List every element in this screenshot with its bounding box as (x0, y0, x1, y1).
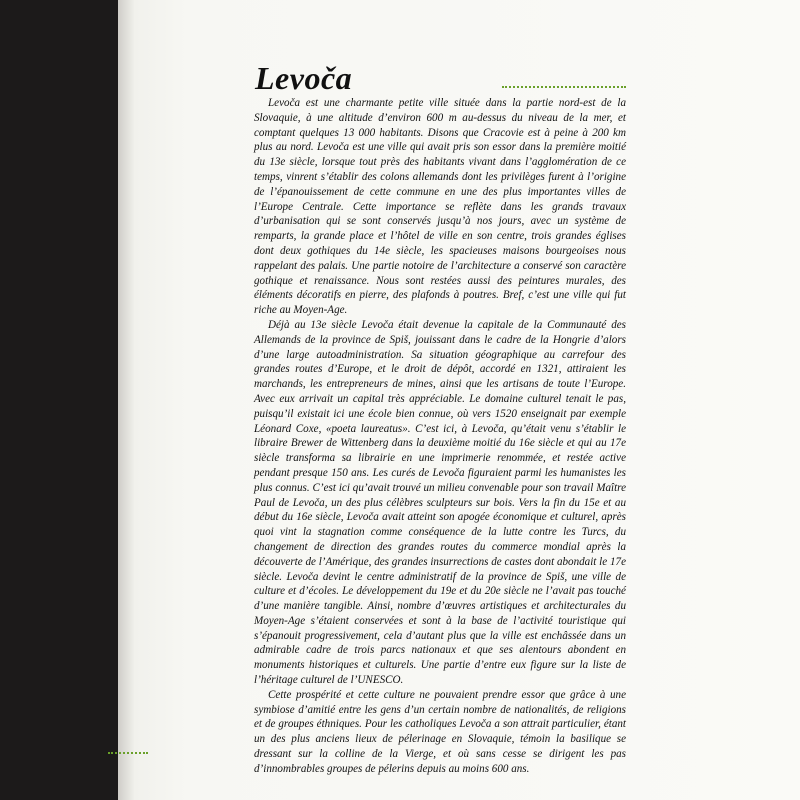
paragraph-2: Déjà au 13e siècle Levoča était devenue la capitale de la Communauté des Allemands de la province de Spiš, jouissant dans le cadre de la Hongrie d’alors d’une large autoadministration. Sa situation géographique au carrefour des grandes routes d’Europe, et le droit de dépôt, accordé en 1321, attiraient les marchands, les entrepreneurs de mines, ainsi que les artisans de toute l’Europe. Avec eux arrivait un capital très appréciable. Le domaine culturel tenait le pas, puisqu’il existait ici une école bien connue, où vers 1520 enseignait par exemple Léonard Coxe, «poeta laureatus». C’est ici, à Levoča, qu’était venu s’établir le libraire Brewer de Wittenberg dans la deuxième moitié du 16e siècle et qui au 17e siècle transforma sa librairie en une imprimerie renommée, et restée active pendant presque 150 ans. Les curés de Levoča figuraient parmi les humanistes les plus connus. C’est ici qu’avait trouvé un milieu convenable pour son travail Maître Paul de Levoča, un des plus célèbres sculpteurs sur bois. Vers la fin du 15e et au début du 16e siècle, Levoča avait atteint son apogée économique et culturel, après quoi vint la stagnation comme conséquence de la lutte contre les Turcs, du changement de direction des grandes routes du commerce mondial après la découverte de l’Amérique, des grandes insurrections de castes dont abondait le 17e siècle. Levoča devint le centre administratif de la province de Spiš, une ville de culture et d’écoles. Le développement du 19e et du 20e siècle ne l’avait pas touché d’une manière tangible. Ainsi, nombre d’œuvres artistiques et architecturales du Moyen-Age s’étaient conservées et sont à la base de l’activité touristique qui s’épanouit progressivement, cela d’autant plus que la ville est enchâssée dans un admirable cadre de trois parcs nationaux et que ses alentours abondent en monuments historiques et culturels. Une partie d’entre eux figure sur la liste de l’héritage culturel de l’UNESCO. (254, 318, 626, 687)
page-title: Levoča (255, 60, 353, 96)
paragraph-3: Cette prospérité et cette culture ne pouvaient prendre essor que grâce à une symbiose d’amitié entre les gens d’un certain nombre de nationalités, de religions et de groupes éthniques. Pour les catholiques Levoča a son attrait particulier, étant un des plus anciens lieux de pélerinage en Slovaquie, témoin la basilique se dressant sur la colline de la Vierge, et où sans cesse se dirigent les pas d’innombrables groupes de pélerins depuis au moins 600 ans. (254, 688, 626, 775)
facing-page-dotted-rule (108, 752, 148, 754)
title-dotted-rule (502, 86, 626, 88)
book-spine-shadow (118, 0, 134, 800)
paragraph-1: Levoča est une charmante petite ville située dans la partie nord-est de la Slovaquie, à une altitude d’environ 600 m au-dessus du niveau de la mer, et comptant quelques 13 000 habitants. Disons que Cracovie est à peine à 200 km plus au nord. Levoča est une ville qui avait pris son essor dans la première moitié du 13e siècle, lorsque tout près des habitants vivant dans l’agglomération de ce temps, vinrent s’établir des colons allemands dont les privilèges furent à l’origine de l’épanouissement de cette commune en une des plus importantes villes de l’Europe Centrale. Cette importance se reflète dans les grands travaux d’urbanisation qui se sont conservés jusqu’à nos jours, avec un système de remparts, la grande place et l’hôtel de ville en son centre, trois grandes églises dont deux gothiques du 14e siècle, les spacieuses maisons bourgeoises nous rappelant des palais. Une partie notoire de l’architecture a conservé son caractère gothique et renaissance. Nous sont restées aussi des peintures murales, des éléments décoratifs en pierre, des plafonds à poutres. Bref, c’est une ville qui fut riche au Moyen-Age. (254, 97, 626, 317)
article-body (254, 96, 626, 777)
